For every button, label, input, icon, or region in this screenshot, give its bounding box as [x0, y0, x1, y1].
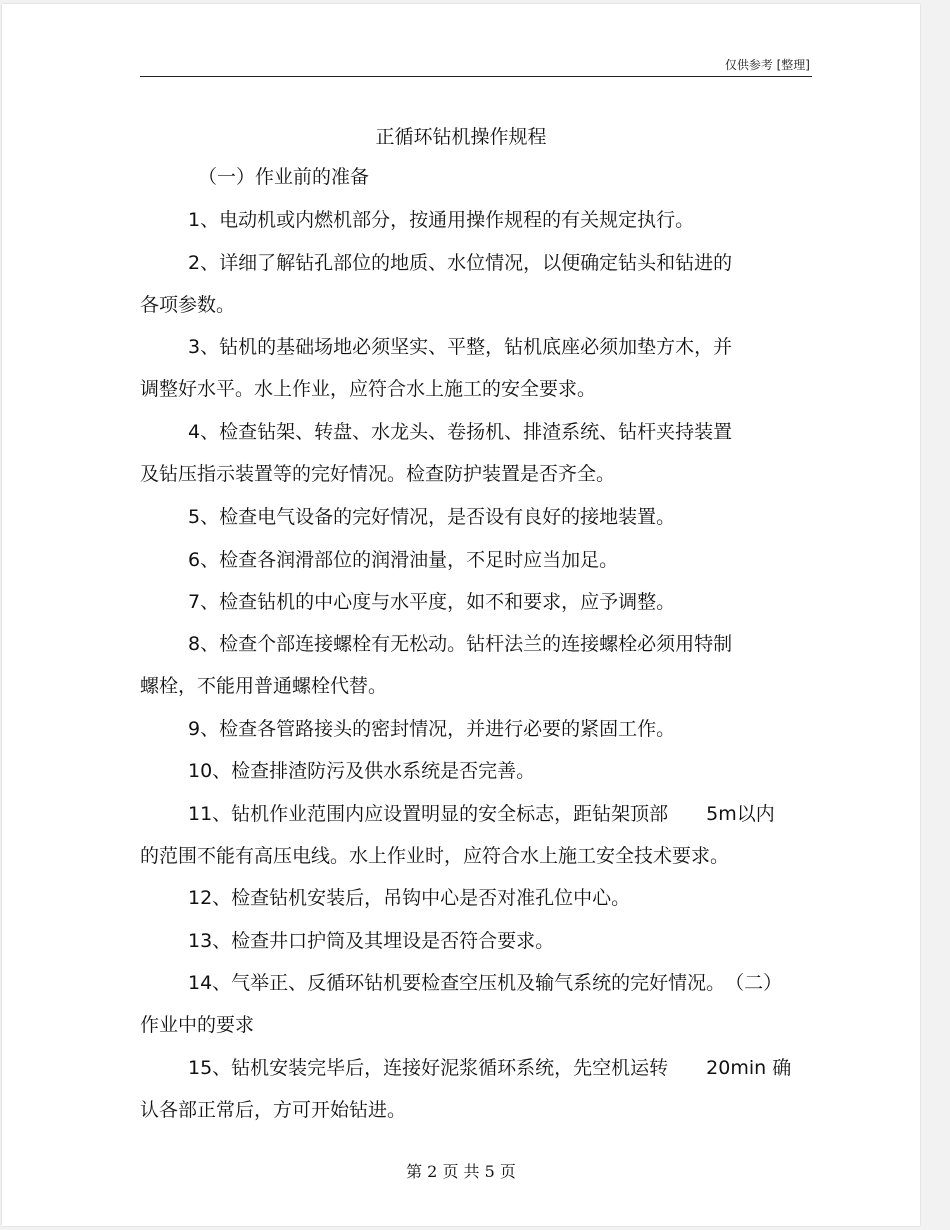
- paragraph-line: 的范围不能有高压电线。水上作业时，应符合水上施工安全技术要求。: [140, 845, 730, 867]
- paragraph-line: 各项参数。: [140, 294, 236, 316]
- section-heading: 作业中的要求: [140, 1014, 255, 1036]
- paragraph-line: 及钻压指示装置等的完好情况。检查防护装置是否齐全。: [140, 463, 616, 485]
- paragraph-line: 14、气举正、反循环钻机要检查空压机及输气系统的完好情况。 （二）: [188, 972, 783, 994]
- paragraph-line: 8、检查个部连接螺栓有无松动。钻杆法兰的连接螺栓必须用特制: [188, 633, 733, 655]
- paragraph-line: 2、详细了解钻孔部位的地质、水位情况，以便确定钻头和钻进的: [188, 252, 733, 274]
- paragraph-line: 7、检查钻机的中心度与水平度，如不和要求，应予调整。: [188, 591, 676, 613]
- paragraph-line: 调整好水平。水上作业，应符合水上施工的安全要求。: [140, 378, 597, 400]
- page-number-footer: 第 2 页 共 5 页: [406, 1162, 516, 1181]
- paragraph-line: 认各部正常后，方可开始钻进。: [140, 1099, 407, 1121]
- paragraph-line: 13、检查井口护筒及其埋设是否符合要求。: [188, 930, 555, 952]
- paragraph-line: 螺栓，不能用普通螺栓代替。: [140, 675, 388, 697]
- paragraph-line: 12、检查钻机安装后，吊钩中心是否对准孔位中心。: [188, 887, 631, 909]
- document-page: [2, 4, 920, 1226]
- section-heading: （一）作业前的准备: [198, 166, 370, 188]
- paragraph-line: 3、钻机的基础场地必须坚实、平整，钻机底座必须加垫方木，并: [188, 336, 733, 358]
- paragraph-line: 6、检查各润滑部位的润滑油量，不足时应当加足。: [188, 549, 619, 571]
- paragraph-line: 11、钻机作业范围内应设置明显的安全标志，距钻架顶部 5m以内: [188, 803, 775, 825]
- header-reference-label: 仅供参考 [整理]: [724, 58, 810, 72]
- paragraph-line: 5、检查电气设备的完好情况，是否设有良好的接地装置。: [188, 506, 676, 528]
- paragraph-line: 4、检查钻架、转盘、水龙头、卷扬机、排渣系统、钻杆夹持装置: [188, 421, 733, 443]
- paragraph-line: 9、检查各管路接头的密封情况，并进行必要的紧固工作。: [188, 718, 676, 740]
- document-title: 正循环钻机操作规程: [375, 126, 547, 148]
- paragraph-line: 10、检查排渣防污及供水系统是否完善。: [188, 760, 536, 782]
- paragraph-line: 15、钻机安装完毕后，连接好泥浆循环系统，先空机运转 20min 确: [188, 1057, 792, 1079]
- header-divider: [140, 76, 812, 77]
- paragraph-line: 1、电动机或内燃机部分，按通用操作规程的有关规定执行。: [188, 209, 695, 231]
